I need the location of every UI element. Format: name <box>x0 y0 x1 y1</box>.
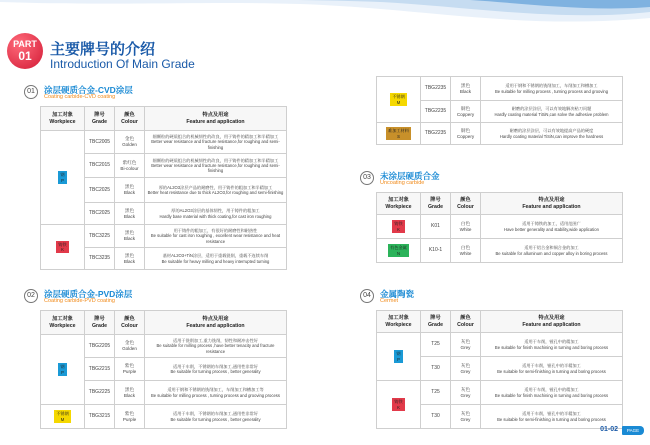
feature-cell: 适用于车削，不锈钢的车削加工,通用性非常好 Be suitable for turning process , better generality <box>145 405 287 429</box>
table-row <box>41 131 287 154</box>
grade-cell: TBG2235 <box>421 123 451 145</box>
section-number: 02 <box>24 289 38 303</box>
grade-cell: TBG2235 <box>421 101 451 123</box>
grade-cell: TBC2025 <box>85 178 115 203</box>
colour-cell: 白色 White <box>451 239 481 263</box>
page-title-cn: 主要牌号的介绍 <box>50 41 156 58</box>
feature-cell: 厚的AL2O3涂层的基体韧性，用于铸件的粗加工 Hardly base material with thick coating,for cast iron roughing <box>145 203 287 225</box>
workpiece-cell <box>377 333 421 381</box>
feature-cell: 耐磨的涂层涂层，可以有效地解决粘刀问题 Hardly coating material TiSiN,can solve the adhesive problem <box>481 101 623 123</box>
workpiece-swatch: 有色金属 N <box>390 245 407 256</box>
grade-cell: T30 <box>421 405 451 429</box>
colour-cell: 灰色 Grey <box>451 357 481 381</box>
grade-cell: TBC2005 <box>85 131 115 154</box>
table-row <box>41 405 287 429</box>
feature-cell: 适用于车削，镗孔中的半精加工 Be suitable for semi-finishing in turning and boring process <box>481 405 623 429</box>
workpiece-cell <box>41 225 85 270</box>
workpiece-cell <box>377 239 421 263</box>
col-grade: 牌号 Grade <box>421 311 451 333</box>
grade-cell: TBG3215 <box>85 405 115 429</box>
col-colour: 颜色 Colour <box>115 311 145 335</box>
grade-cell: TBC2025 <box>85 203 115 225</box>
part-word: PART <box>13 39 37 49</box>
table-row <box>377 381 623 405</box>
feature-cell: 用于铸件的粗加工，有很好的耐磨性和耐热性 Be suitable for cast iron roughing , excellent wear resistance and heat resistance <box>145 225 287 248</box>
part-number: 01 <box>18 49 32 63</box>
workpiece-swatch: 铸铁 K <box>394 221 403 232</box>
grade-cell: K01 <box>421 215 451 239</box>
feature-cell: 耐磨的涂层涂层，可以有效地提高产品的硬度 Hardly coating material TiSiN,can improve the hardness <box>481 123 623 145</box>
grade-cell: TBG2235 <box>421 77 451 101</box>
col-feature: 特点及用途 Feature and application <box>481 311 623 333</box>
colour-cell: 灰色 Grey <box>451 333 481 357</box>
grade-cell: TBC2015 <box>85 154 115 178</box>
col-feature: 特点及用途 Feature and application <box>145 311 287 335</box>
workpiece-cell <box>41 405 85 429</box>
section-title-en: Coating carbide-CVD coating <box>44 94 116 100</box>
col-grade: 牌号 Grade <box>85 107 115 131</box>
feature-cell: 细颗粒的硬质组合的机械韧性的改良，用于铸件的精加工和半精加工 Better wear resistance and fracture resistance,for roughing and semi-finishing <box>145 131 287 154</box>
col-grade: 牌号 Grade <box>85 311 115 335</box>
section-number: 04 <box>360 289 374 303</box>
grade-cell: K10-1 <box>421 239 451 263</box>
workpiece-swatch: 铸铁 K <box>58 241 67 252</box>
table-header-row <box>41 107 287 131</box>
section-title-cn: 涂层硬质合金-CVD涂层 <box>44 85 133 95</box>
section-title-en: Coating carbide-PVD coating <box>44 298 115 304</box>
workpiece-cell <box>377 123 421 145</box>
workpiece-swatch: 不锈钢 M <box>392 94 405 105</box>
grade-cell: TBG2215 <box>85 358 115 381</box>
feature-cell: 适用于车削，不锈钢的车削加工,通用性非常好 Be suitable for turning process , better generality <box>145 358 287 381</box>
colour-cell: 灰色 Grey <box>451 381 481 405</box>
colour-cell: 黑色 Black <box>115 178 145 203</box>
table-row <box>377 77 623 101</box>
col-colour: 颜色 Colour <box>115 107 145 131</box>
workpiece-swatch: 不锈钢 M <box>56 411 69 422</box>
colour-cell: 紫红色 Bi-colour <box>115 154 145 178</box>
colour-cell: 金色 Golden <box>115 131 145 154</box>
feature-cell: 适用于钢和不锈钢的铣削加工，车削加工和槽加工等 Be suitable for milling process , turning process and grooving process <box>145 381 287 405</box>
part-badge <box>7 33 43 69</box>
colour-cell: 黑色 Black <box>115 203 145 225</box>
table-header-row <box>377 193 623 215</box>
table-row <box>41 335 287 358</box>
workpiece-swatch: 钢 P <box>60 172 65 183</box>
col-feature: 特点及用途 Feature and application <box>145 107 287 131</box>
cvd-table <box>40 106 287 270</box>
colour-cell: 黑色 Black <box>451 77 481 101</box>
workpiece-swatch: 难加工材料 S <box>388 128 409 139</box>
grade-cell: T30 <box>421 357 451 381</box>
feature-cell: 适用于铸铁的加工，适用范围广 Have better generality and stability,wide application <box>481 215 623 239</box>
workpiece-cell <box>41 131 85 225</box>
grade-cell: TBG2205 <box>85 335 115 358</box>
feature-cell: 适用于钢和不锈钢的铣削加工，车削加工和槽加工 Be suitable for milling process , turning process and grooving <box>481 77 623 101</box>
page-number: 01-02 <box>600 426 618 433</box>
grade-cell: TBG2225 <box>85 381 115 405</box>
feature-cell: 适用于铣削加工,重力铣削，韧性和耐冲击性好 Be suitable for milling process ,have better tenacity and fracture resistance <box>145 335 287 358</box>
feature-cell: 细颗粒的硬质组合的机械韧性的改良，用于铸件的精加工和半精加工 Better wear resistance and fracture resistance,for roughing and semi-finishing <box>145 154 287 178</box>
table-header-row <box>41 311 287 335</box>
workpiece-swatch: 铸铁 K <box>394 399 403 410</box>
section-title-cn: 涂层硬质合金-PVD涂层 <box>44 289 133 299</box>
section-01-heading <box>24 84 284 106</box>
feature-cell: 厚的AL2O3涂层产品的耐磨性，用于铸件的粗加工和半精加工 Better heat resistance due to thick AL2O3,for roughing and semi-finishing <box>145 178 287 203</box>
page-tag: PAGE <box>622 426 644 435</box>
uncoated-table <box>376 192 623 263</box>
col-feature: 特点及用途 Feature and application <box>481 193 623 215</box>
colour-cell: 灰色 Grey <box>451 405 481 429</box>
section-title-cn: 未涂层硬质合金 <box>380 171 440 181</box>
grade-cell: TBC3225 <box>85 225 115 248</box>
workpiece-swatch: 钢 P <box>60 364 65 375</box>
colour-cell: 铜色 Coppery <box>451 123 481 145</box>
table-row <box>377 239 623 263</box>
workpiece-cell <box>377 215 421 239</box>
col-colour: 颜色 Colour <box>451 311 481 333</box>
grade-cell: T25 <box>421 333 451 357</box>
section-03-heading <box>360 170 620 192</box>
colour-cell: 白色 White <box>451 215 481 239</box>
colour-cell: 铜色 Coppery <box>451 101 481 123</box>
col-colour: 颜色 Colour <box>451 193 481 215</box>
section-number: 01 <box>24 85 38 99</box>
pvd-table <box>40 310 287 429</box>
col-workpiece: 加工对象 Workpiece <box>41 311 85 335</box>
pvd-continued-table <box>376 76 623 145</box>
feature-cell: 基材AL2O3+TiN涂层，适用于重载铣削，重载不连续车削 Be suitable for heavy milling and heavy interrupted turning <box>145 248 287 270</box>
feature-cell: 适用于车削，镗孔中的半精加工 Be suitable for semi-finishing in turning and boring process <box>481 357 623 381</box>
feature-cell: 适用于车削，镗孔中的精加工 Be suitable for finish machining in turning and boring process <box>481 333 623 357</box>
col-workpiece: 加工对象 Workpiece <box>377 311 421 333</box>
section-title-en: Uncoating carbide <box>380 180 425 186</box>
colour-cell: 紫色 Purple <box>115 405 145 429</box>
workpiece-cell <box>41 335 85 405</box>
table-row <box>377 215 623 239</box>
feature-cell: 适用于铝合金和铜合金的加工 Be suitable for alluminum and copper alloy in boring process <box>481 239 623 263</box>
section-title-cn: 金属陶瓷 <box>380 289 415 299</box>
table-row <box>377 333 623 357</box>
section-02-heading <box>24 288 284 310</box>
colour-cell: 黑色 Black <box>115 381 145 405</box>
col-workpiece: 加工对象 Workpiece <box>41 107 85 131</box>
col-workpiece: 加工对象 Workpiece <box>377 193 421 215</box>
section-04-heading <box>360 288 620 310</box>
page-title-en: Introduction Of Main Grade <box>50 57 195 71</box>
table-row <box>41 225 287 248</box>
feature-cell: 适用于车削，镗孔中的精加工 Be suitable for finish machining in turning and boring process <box>481 381 623 405</box>
section-number: 03 <box>360 171 374 185</box>
cermet-table <box>376 310 623 429</box>
section-title-en: Cermet <box>380 298 399 304</box>
workpiece-cell <box>377 381 421 429</box>
workpiece-swatch: 钢 P <box>396 351 401 362</box>
col-grade: 牌号 Grade <box>421 193 451 215</box>
colour-cell: 金色 Golden <box>115 335 145 358</box>
colour-cell: 紫色 Purple <box>115 358 145 381</box>
workpiece-cell <box>377 77 421 123</box>
table-row <box>377 123 623 145</box>
grade-cell: TBC3235 <box>85 248 115 270</box>
colour-cell: 黑色 Black <box>115 248 145 270</box>
table-header-row <box>377 311 623 333</box>
colour-cell: 黑色 Black <box>115 225 145 248</box>
grade-cell: T25 <box>421 381 451 405</box>
